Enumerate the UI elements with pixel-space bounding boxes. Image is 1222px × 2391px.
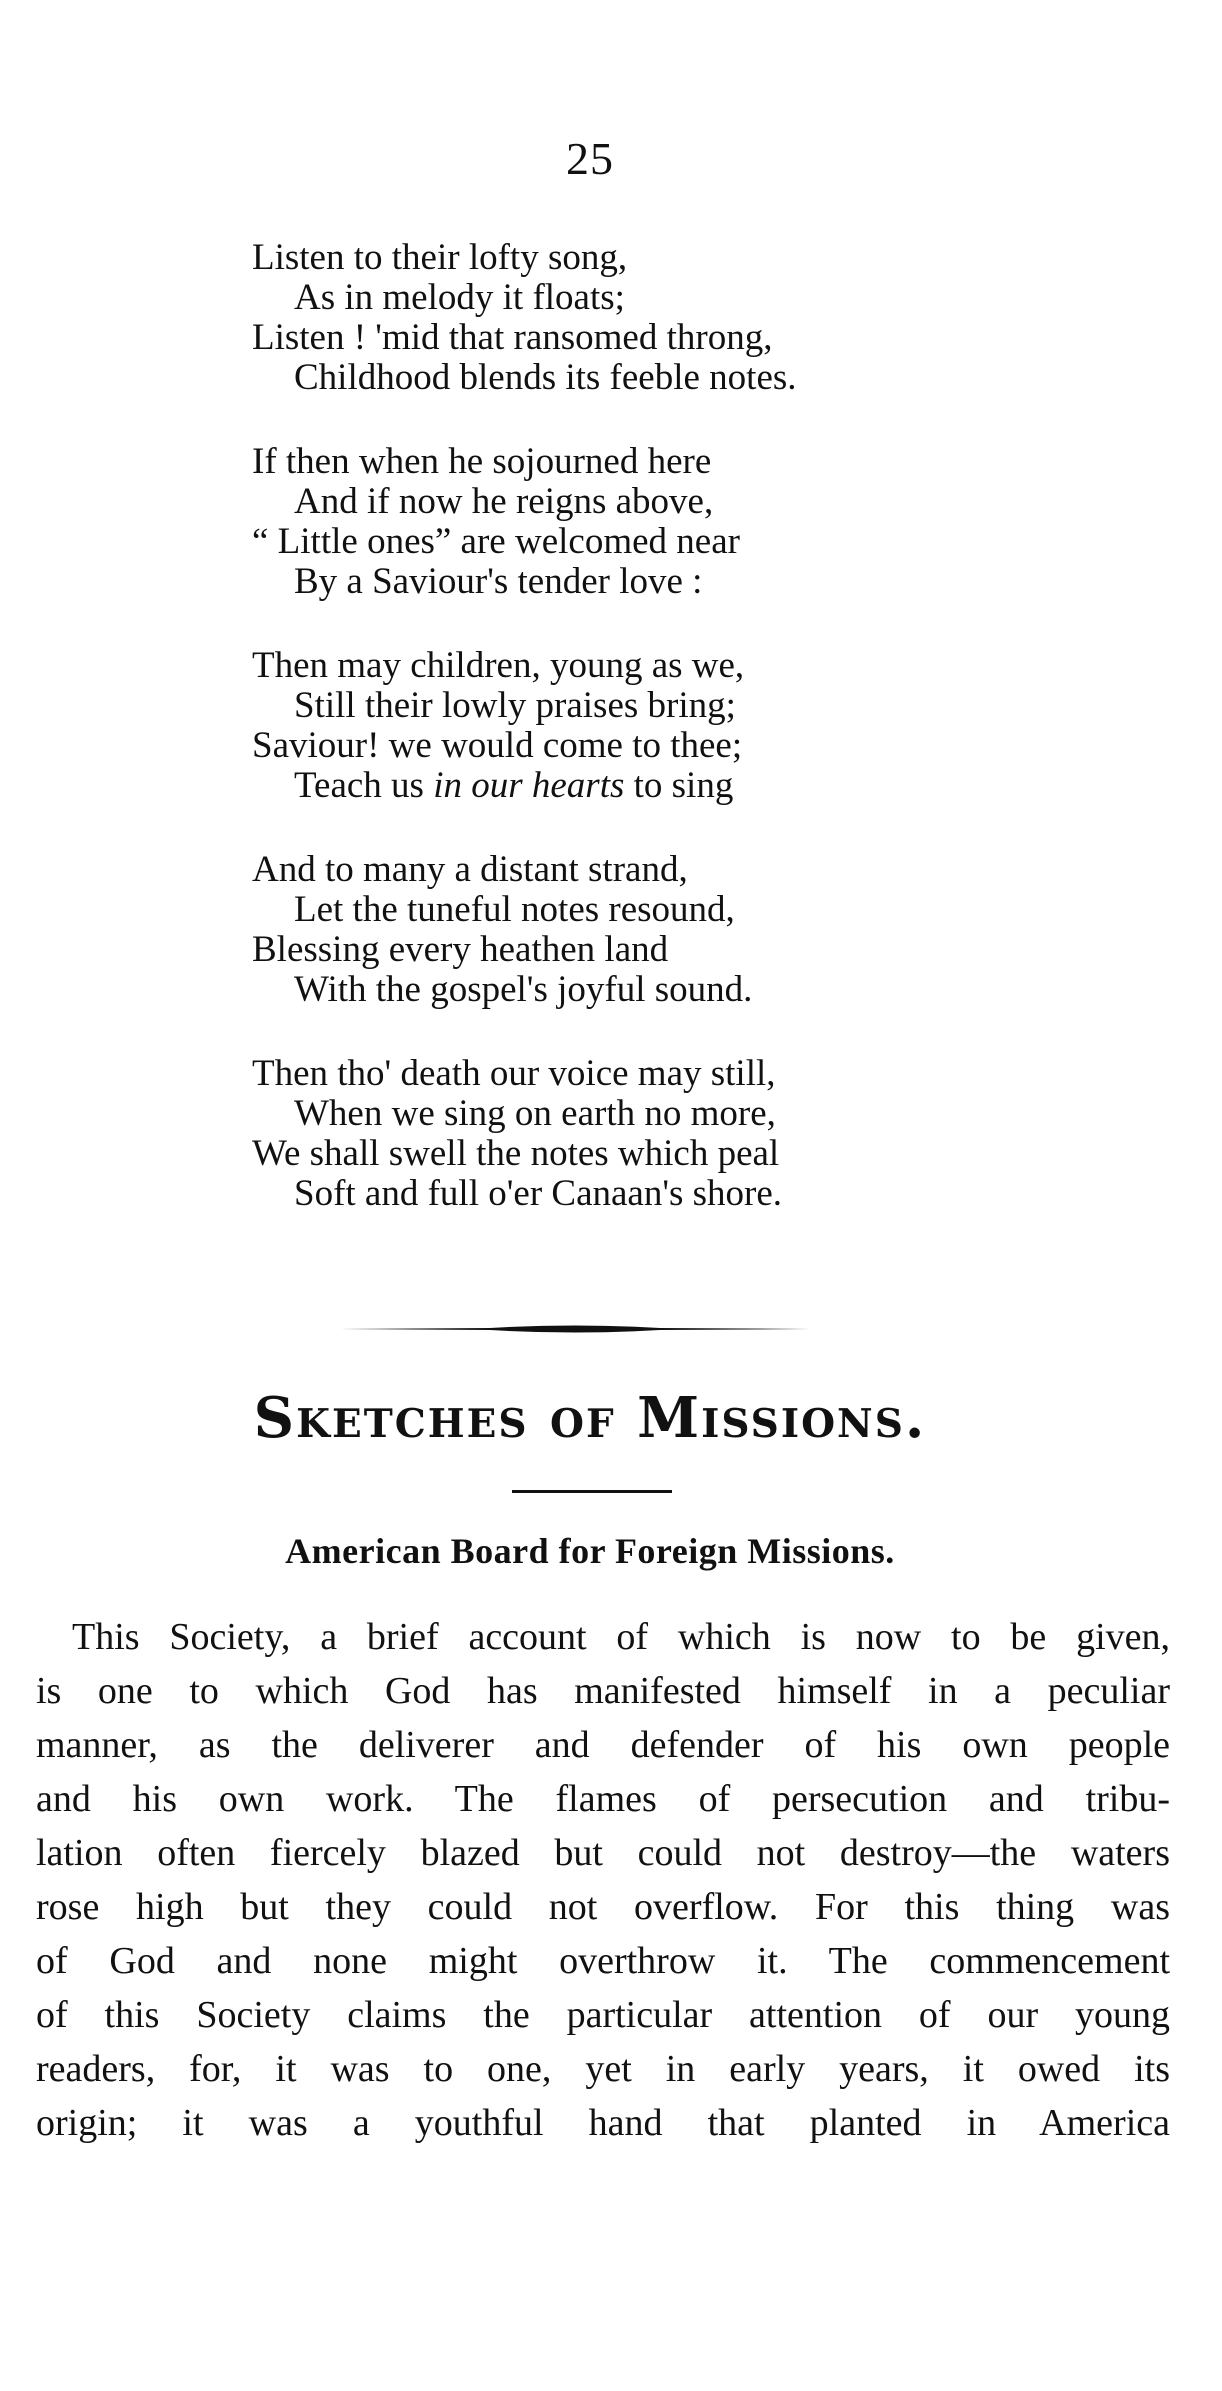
poem-line: Then may children, young as we,	[252, 645, 745, 686]
paragraph-line: of God and none might overthrow it. The commencement	[36, 1940, 1170, 1982]
poem-line: Listen to their lofty song,	[252, 237, 628, 278]
paragraph-line: of this Society claims the particular attention of our young	[36, 1994, 1170, 2036]
poem-line: Saviour! we would come to thee;	[252, 725, 743, 766]
poem-line: If then when he sojourned here	[252, 441, 712, 482]
poem-line: Listen ! 'mid that ransomed throng,	[252, 317, 773, 358]
paragraph-line: is one to which God has manifested himself in a peculiar	[36, 1670, 1170, 1712]
stanza-5	[252, 1054, 972, 1214]
italic-phrase: in our hearts	[433, 765, 625, 806]
section-heading: Sketches of Missions.	[253, 1385, 927, 1451]
poem-line: Childhood blends its feeble notes.	[294, 357, 797, 398]
section-subheading: American Board for Foreign Missions.	[285, 1531, 895, 1571]
stanza-1	[252, 238, 972, 398]
paragraph-line: manner, as the deliverer and defender of his own people	[36, 1724, 1170, 1766]
poem-line: And to many a distant strand,	[252, 849, 688, 890]
poem-line: By a Saviour's tender love :	[294, 561, 703, 602]
stanza-2	[252, 442, 972, 602]
paragraph-line: rose high but they could not overflow. For this thing was	[36, 1886, 1170, 1928]
poem-line: As in melody it floats;	[294, 277, 625, 318]
stanza-4	[252, 850, 972, 1010]
poem-text: Teach us	[294, 765, 424, 806]
page-number: 25	[566, 133, 614, 184]
paragraph-line: lation often fiercely blazed but could not destroy—the waters	[36, 1832, 1170, 1874]
heading-rule	[512, 1490, 672, 1493]
poem-line: And if now he reigns above,	[294, 481, 714, 522]
poem-line: “ Little ones” are welcomed near	[252, 521, 740, 562]
poem-line: When we sing on earth no more,	[294, 1093, 776, 1134]
poem-line: Still their lowly praises bring;	[294, 685, 736, 726]
poem-line: We shall swell the notes which peal	[252, 1133, 780, 1174]
paragraph-line: This Society, a brief account of which is now to be given,	[72, 1616, 1170, 1658]
paragraph-line: and his own work. The flames of persecution and tribu-	[36, 1778, 1170, 1820]
poem-line: Soft and full o'er Canaan's shore.	[294, 1173, 783, 1214]
poem-text: to sing	[633, 765, 734, 806]
poem-line: Then tho' death our voice may still,	[252, 1053, 776, 1094]
poem-line-with-italic	[252, 766, 972, 806]
poem-line: Let the tuneful notes resound,	[294, 889, 735, 930]
poem-line: With the gospel's joyful sound.	[294, 969, 753, 1010]
paragraph	[36, 1610, 1170, 2150]
paragraph-line: readers, for, it was to one, yet in early years, it owed its	[36, 2048, 1170, 2090]
poem-line: Blessing every heathen land	[252, 929, 669, 970]
poem	[252, 238, 972, 1258]
stanza-3	[252, 646, 972, 806]
ornamental-divider	[340, 1322, 810, 1336]
paragraph-line: origin; it was a youthful hand that planted in America	[36, 2102, 1170, 2144]
